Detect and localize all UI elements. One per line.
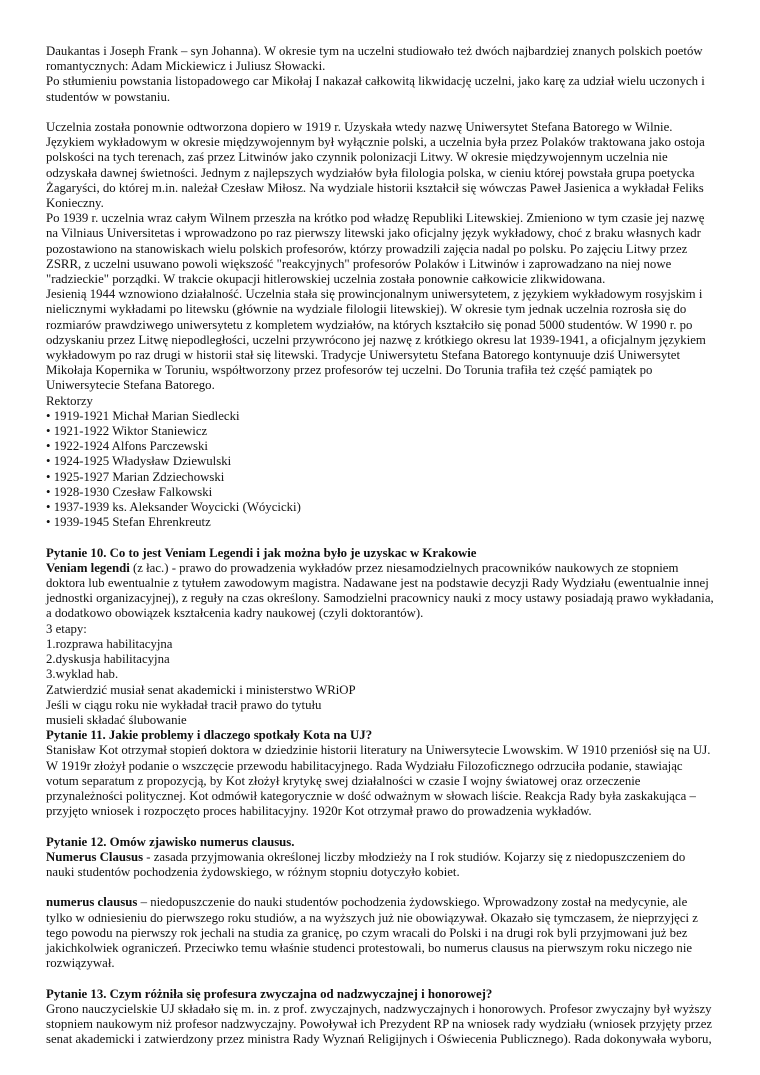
spacer — [46, 971, 716, 986]
question-heading: Pytanie 10. Co to jest Veniam Legendi i jak można było je uzyskac w Krakowie — [46, 545, 477, 560]
paragraph: Po 1939 r. uczelnia wraz całym Wilnem przeszła na krótko pod władzę Republiki Litewskiej. Zmieniono w tym czasie jej nazwę na Vilniaus Universitetas i wprowadzono po raz pierwszy litewski jako oficjalny język wykładowy, choć z braku własnych kadr pozostawiono na stanowiskach wielu polskich profesorów, którzy prowadzili zajęcia nadal po polsku. Po zajęciu Litwy przez ZSRR, z uczelni usuwano powoli większość "reakcyjnych" profesorów Polaków i Litwinów i zaprowadzano na niej nowe "radzieckie" porządki. W trakcie okupacji hitlerowskiej uczelnia została ponownie całkowicie zlikwidowana. — [46, 211, 705, 287]
paragraph — [46, 850, 716, 880]
list-item: • 1925-1927 Marian Zdziechowski — [46, 470, 716, 485]
definition: - zasada przyjmowania określonej liczby młodzieży na I rok studiów. Kojarzy się z niedopuszczeniem do nauki studentów pochodzenia żydowskiego, w różnym stopniu dotyczyło kobiet. — [46, 849, 686, 879]
list-item: • 1921-1922 Wiktor Staniewicz — [46, 424, 716, 439]
note: Zatwierdzić musiał senat akademicki i ministerstwo WRiOP — [46, 682, 356, 697]
paragraph: Po stłumieniu powstania listopadowego car Mikołaj I nakazał całkowitą likwidację uczelni, jako karę za udział wielu uczonych i studentów w powstaniu. — [46, 74, 705, 104]
note: musieli składać ślubowanie — [46, 712, 187, 727]
rektorzy-heading: Rektorzy — [46, 393, 93, 408]
list-item: • 1939-1945 Stefan Ehrenkreutz — [46, 515, 716, 530]
stages-heading: 3 etapy: — [46, 621, 87, 636]
list-item: • 1928-1930 Czesław Falkowski — [46, 485, 716, 500]
term: numerus clausus — [46, 895, 138, 910]
list-item: • 1922-1924 Alfons Parczewski — [46, 439, 716, 454]
list-item: • 1919-1921 Michał Marian Siedlecki — [46, 409, 716, 424]
spacer — [46, 530, 716, 545]
note: Jeśli w ciągu roku nie wykładał tracił prawo do tytułu — [46, 697, 322, 712]
paragraph — [46, 561, 716, 622]
term: Numerus Clausus — [46, 849, 144, 864]
spacer — [46, 880, 716, 895]
question-heading: Pytanie 11. Jakie problemy i dlaczego spotkały Kota na UJ? — [46, 728, 373, 743]
rektorzy-list — [46, 409, 716, 531]
paragraph: Daukantas i Joseph Frank – syn Johanna). W okresie tym na uczelni studiowało też dwóch najbardziej znanych polskich poetów romantycznych: Adam Mickiewicz i Juliusz Słowacki. — [46, 44, 703, 74]
spacer — [46, 819, 716, 834]
list-item: 3.wyklad hab. — [46, 667, 119, 682]
paragraph: Uczelnia została ponownie odtworzona dopiero w 1919 r. Uzyskała wtedy nazwę Uniwersytet Stefana Batorego w Wilnie. Językiem wykładowym w okresie międzywojennym był wyłącznie polski, a uczelnia była przez Polaków traktowana jako ostoja polskości na tych terenach, zaś przez Litwinów jako czynnik polonizacji Litwy. W okresie międzywojennym uczelnia nie odzyskała dawnej świetności. Jednym z najlepszych wydziałów była filologia polska, w cieniu której powstała grupa poetycka Żagaryści, do której m.in. należał Czesław Miłosz. Na wydziale historii kształcił się wówczas Paweł Jasienica a wykładał Feliks Konieczny. — [46, 120, 705, 211]
question-heading: Pytanie 12. Omów zjawisko numerus clausus. — [46, 834, 295, 849]
spacer — [46, 105, 716, 120]
definition: (z łac.) - prawo do prowadzenia wykładów przez niesamodzielnych pracowników naukowych ze stopniem doktora lub ewentualnie z tytułem zawodowym magistra. Nadawane jest na podstawie decyzji Rady Wydziału (ewentualnie innej jednostki organizacyjnej), z reguły na czas określony. Samodzielni pracownicy nauki z mocy ustawy posiadają prawo wykładania, a dodatkowo obowiązek kształcenia kadry naukowej (czyli doktorantów). — [46, 560, 714, 621]
term: Veniam legendi — [46, 560, 130, 575]
list-item: 1.rozprawa habilitacyjna — [46, 636, 173, 651]
list-item: 2.dyskusja habilitacyjna — [46, 652, 170, 667]
paragraph: Stanisław Kot otrzymał stopień doktora w dziedzinie historii literatury na Uniwersytecie Lwowskim. W 1910 przeniósł się na UJ. W 1919r złożył podanie o wszczęcie przewodu habilitacyjnego. Rada Wydziału Filozoficznego odrzuciła podanie, stawiając votum separatum z propozycją, by Kot złożył krytykę swej działalności w czasie I wojny światowej oraz orzeczenie przynależności politycznej. Kot odmówił kategorycznie w dość odważnym w słowach liście. Reakcja Rady była zaskakująca – przyjęto wniosek i rozpoczęto proces habilitacyjny. 1920r Kot otrzymał prawo do prowadzenia wykładów. — [46, 743, 711, 819]
paragraph: Jesienią 1944 wznowiono działalność. Uczelnia stała się prowincjonalnym uniwersytetem, z językiem wykładowym rosyjskim i nielicznymi wykładami po litewsku (głównie na wydziale filologii litewskiej). W okresie tym jednak uczelnia rozrosła się do rozmiarów prawdziwego uniwersytetu z kompletem wydziałów, na których kształciło się ponad 5000 studentów. W 1990 r. po odzyskaniu przez Litwę niepodległości, uczelni przywrócono jej nazwę z krótkiego okresu lat 1939-1941, a oficjalnym językiem wykładowym po raz drugi w historii stał się litewski. Tradycje Uniwersytetu Stefana Batorego kontynuuje dziś Uniwersytet Mikołaja Kopernika w Toruniu, współtworzony przez profesorów tej uczelni. Do Torunia trafiła też część pamiątek po Uniwersytecie Stefana Batorego. — [46, 287, 706, 393]
list-item: • 1924-1925 Władysław Dziewulski — [46, 454, 716, 469]
definition: – niedopuszczenie do nauki studentów pochodzenia żydowskiego. Wprowadzony został na medycynie, ale tylko w odniesieniu do pierwszego roku studiów, a na wyższych już nie obowiązywał. Okazało się tymczasem, że nieprzyjęci z tego powodu na pierwszy rok jechali na studia za granicę, po czym wracali do Polski i na drugi rok byli przyjmowani już bez jakichkolwiek ograniczeń. Przeciwko temu właśnie studenci protestowali, bo numerus clausus na pierwszym roku niczego nie rozwiązywał. — [46, 895, 698, 971]
stages-list — [46, 637, 716, 683]
list-item: • 1937-1939 ks. Aleksander Woycicki (Wóycicki) — [46, 500, 716, 515]
paragraph: Grono nauczycielskie UJ składało się m. in. z prof. zwyczajnych, nadzwyczajnych i honorowych. Profesor zwyczajny był wyższy stopniem naukowym niż profesor nadzwyczajny. Powoływał ich Prezydent RP na wniosek rady wydziału (wniosek przyjęty przez senat akademicki i zatwierdzony przez ministra Rady Wyznań Religijnych i Oświecenia Publicznego). Rada dokonywała wyboru, — [46, 1001, 713, 1047]
question-heading: Pytanie 13. Czym różniła się profesura zwyczajna od nadzwyczajnej i honorowej? — [46, 986, 493, 1001]
paragraph — [46, 895, 716, 971]
